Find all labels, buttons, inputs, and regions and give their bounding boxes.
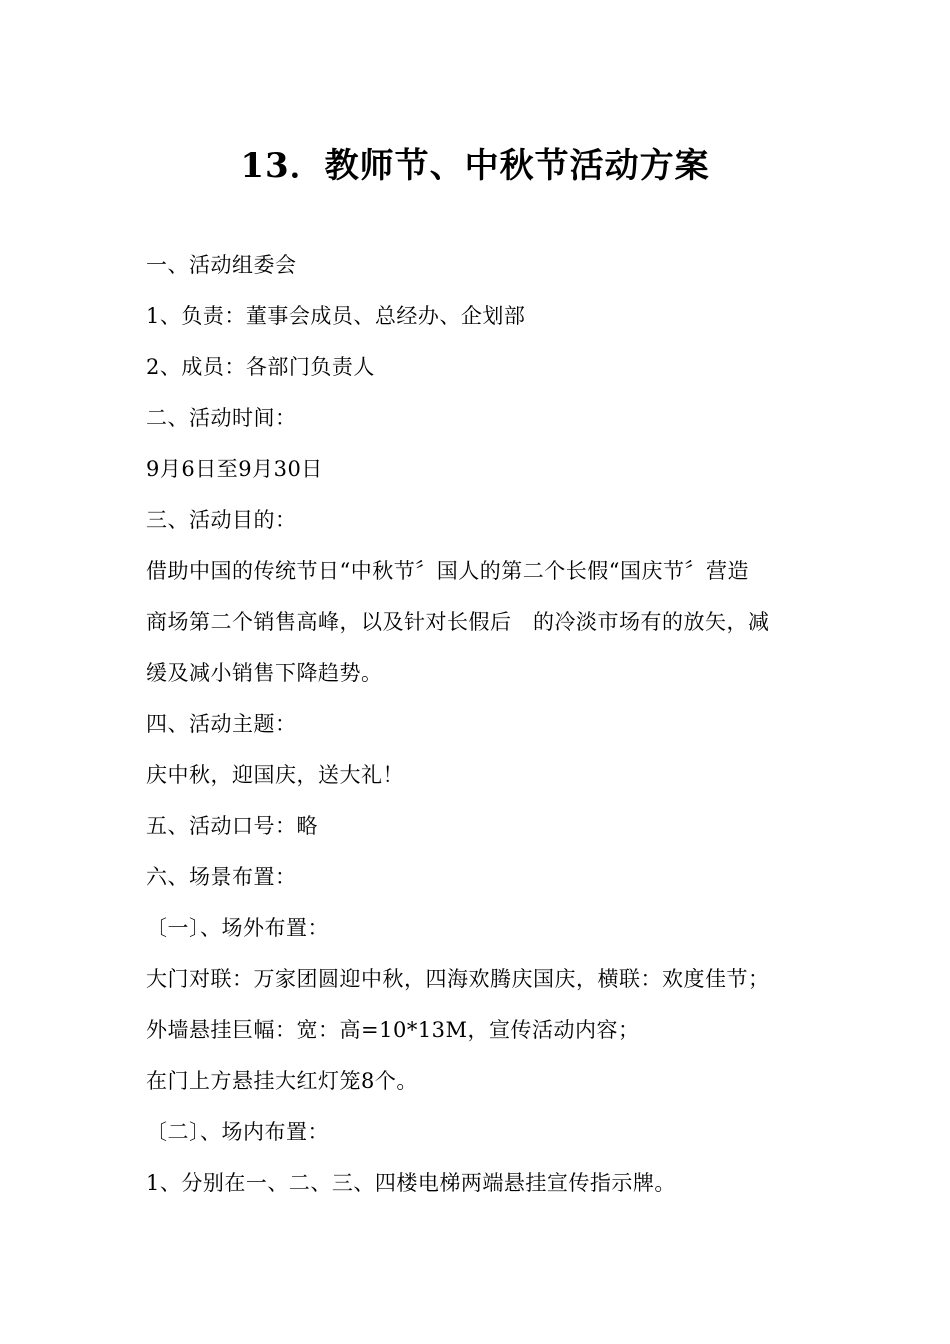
purpose-line-1: 借助中国的传统节日“中秋节〞国人的第二个长假“国庆节〞营造: [146, 559, 749, 583]
indoor-signs: 1、分别在一、二、三、四楼电梯两端悬挂宣传指示牌。: [146, 1171, 676, 1195]
heading-slogan: 五、活动口号：略: [146, 814, 318, 838]
committee-responsible: 1、负责：董事会成员、总经办、企划部: [146, 304, 526, 328]
heading-indoor: 〔二〕、场内布置：: [146, 1120, 329, 1144]
document-body: [146, 240, 816, 1209]
committee-members: 2、成员：各部门负责人: [146, 355, 375, 379]
outdoor-couplet: 大门对联：万家团圆迎中秋，四海欢腾庆国庆，横联：欢度佳节；: [146, 967, 770, 991]
activity-time: 9月6日至9月30日: [146, 457, 323, 481]
document-title: 13．教师节、中秋节活动方案: [240, 146, 710, 186]
purpose-line-3: 缓及减小销售下降趋势。: [146, 661, 383, 685]
outdoor-banner: 外墙悬挂巨幅：宽：高=10*13M，宣传活动内容；: [146, 1018, 640, 1042]
heading-time: 二、活动时间：: [146, 406, 297, 430]
outdoor-lanterns: 在门上方悬挂大红灯笼8个。: [146, 1069, 418, 1093]
heading-scene: 六、场景布置：: [146, 865, 297, 889]
activity-theme: 庆中秋，迎国庆，送大礼！: [146, 763, 404, 787]
heading-purpose: 三、活动目的：: [146, 508, 297, 532]
heading-theme: 四、活动主题：: [146, 712, 297, 736]
heading-committee: 一、活动组委会: [146, 253, 297, 277]
heading-outdoor: 〔一〕、场外布置：: [146, 916, 329, 940]
purpose-line-2: 商场第二个销售高峰，以及针对长假后 的冷淡市场有的放矢，减: [146, 610, 770, 634]
